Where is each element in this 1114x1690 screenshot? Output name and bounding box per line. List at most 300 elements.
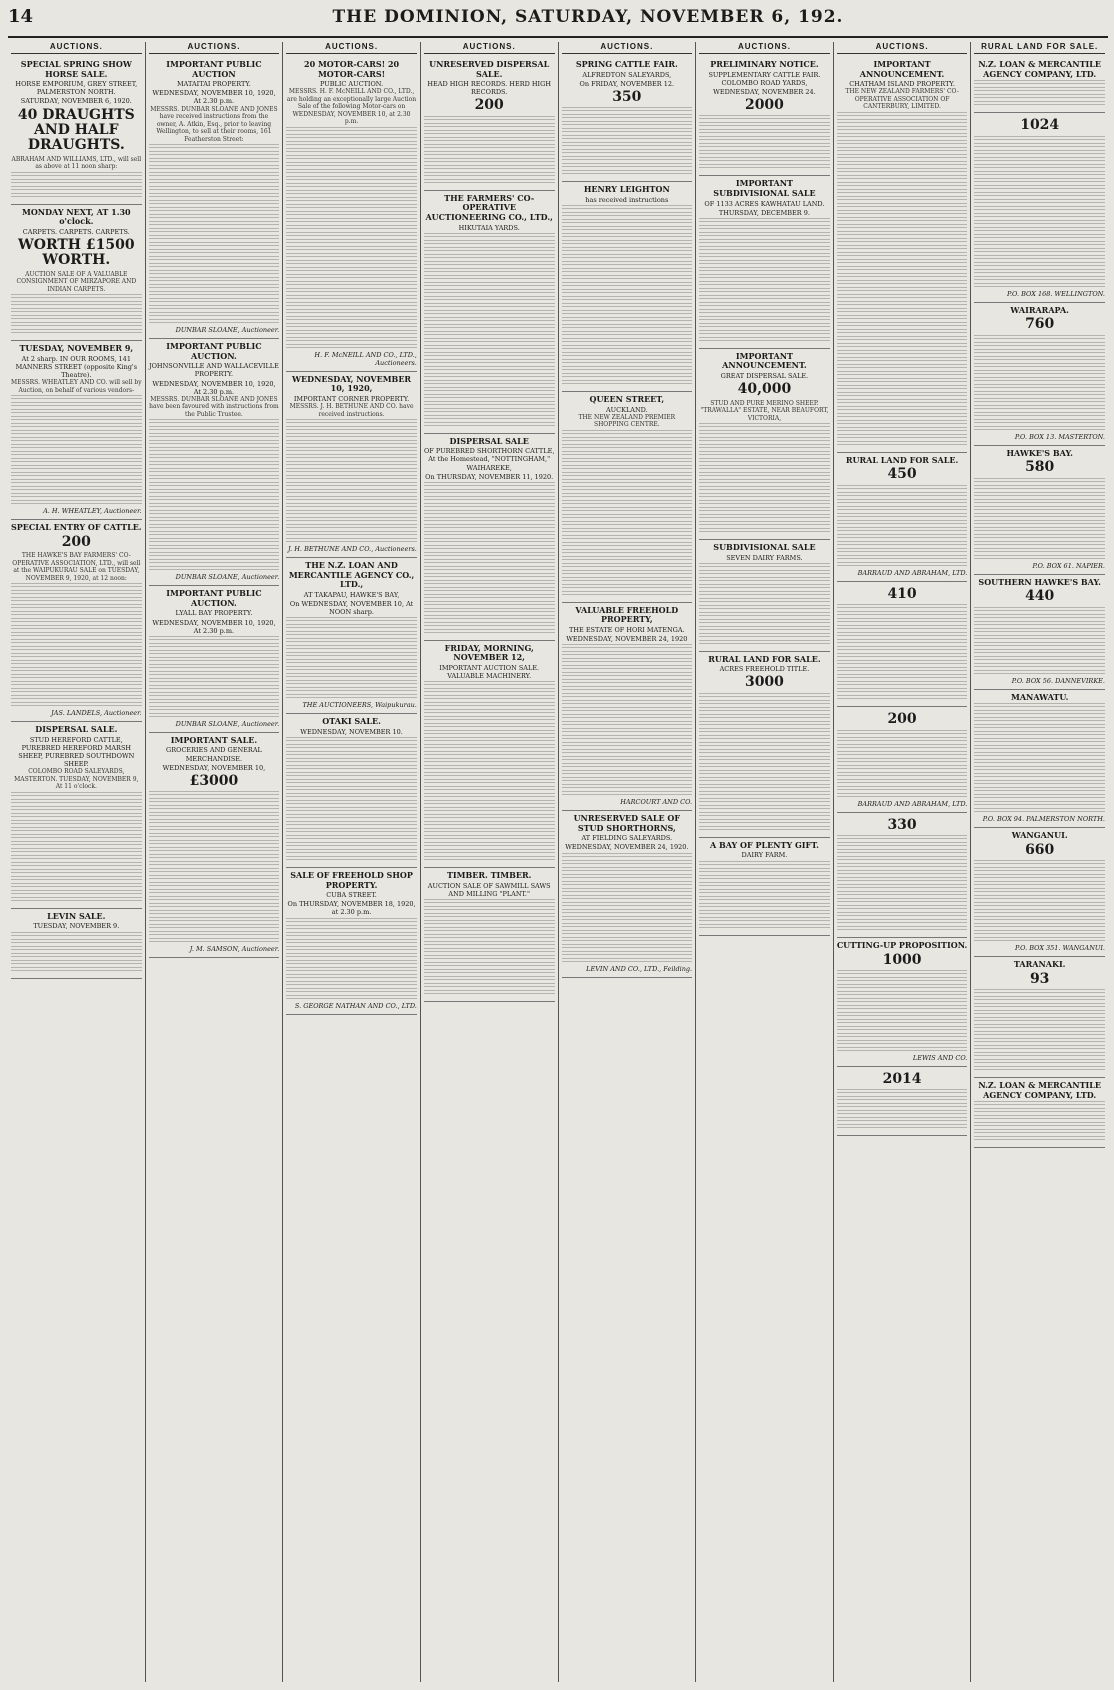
text-line xyxy=(562,584,693,590)
text-line xyxy=(837,238,968,244)
text-line xyxy=(699,493,830,499)
text-line xyxy=(149,228,280,234)
text-line xyxy=(562,303,693,309)
text-line xyxy=(837,315,968,321)
text-line xyxy=(974,780,1105,786)
text-line xyxy=(11,876,142,882)
text-line xyxy=(837,513,968,519)
ad-title: SPECIAL SPRING SHOW HORSE SALE. xyxy=(20,59,132,79)
ad-title: PRELIMINARY NOTICE. xyxy=(710,59,819,69)
text-line xyxy=(424,807,555,813)
text-line xyxy=(837,977,968,983)
text-line xyxy=(11,301,142,307)
ad-signature: P.O. BOX 168. WELLINGTON. xyxy=(1006,289,1105,298)
text-line xyxy=(974,1108,1105,1114)
text-line xyxy=(837,625,968,631)
text-line xyxy=(424,835,555,841)
ad-signature: BARRAUD AND ABRAHAM, LTD. xyxy=(857,799,968,808)
text-line xyxy=(562,658,693,664)
ad-title: TUESDAY, NOVEMBER 9, xyxy=(19,343,134,354)
text-line xyxy=(424,983,555,989)
text-line xyxy=(837,126,968,132)
text-line xyxy=(424,793,555,799)
text-line xyxy=(562,888,693,894)
text-line xyxy=(424,573,555,579)
text-line xyxy=(974,171,1105,177)
text-line xyxy=(974,185,1105,191)
text-line xyxy=(424,394,555,400)
text-line xyxy=(974,276,1105,282)
ad-date: THURSDAY, DECEMBER 9. xyxy=(718,208,810,217)
ad-title: RURAL LAND FOR SALE. xyxy=(845,454,959,465)
text-line xyxy=(424,408,555,414)
text-line xyxy=(286,988,417,994)
text-line xyxy=(424,737,555,743)
text-line xyxy=(149,270,280,276)
text-line xyxy=(424,702,555,708)
text-line xyxy=(837,905,968,911)
text-line xyxy=(699,889,830,895)
text-line xyxy=(562,219,693,225)
text-line xyxy=(149,854,280,860)
text-line xyxy=(286,758,417,764)
text-line xyxy=(837,217,968,223)
text-line xyxy=(11,409,142,415)
text-line xyxy=(974,1115,1105,1121)
advertisement xyxy=(974,57,1105,113)
text-line xyxy=(699,157,830,163)
text-line xyxy=(837,744,968,750)
text-line xyxy=(562,205,693,211)
advertisement xyxy=(699,57,830,176)
text-line xyxy=(149,840,280,846)
text-line xyxy=(562,937,693,943)
ad-date: SATURDAY, NOVEMBER 6, 1920. xyxy=(20,97,132,106)
text-line xyxy=(11,583,142,589)
text-line xyxy=(837,632,968,638)
text-line xyxy=(11,639,142,645)
text-line xyxy=(149,186,280,192)
text-line xyxy=(11,667,142,673)
text-line xyxy=(974,1031,1105,1037)
text-line xyxy=(837,984,968,990)
text-line xyxy=(562,514,693,520)
text-line xyxy=(562,500,693,506)
text-line xyxy=(11,841,142,847)
text-line xyxy=(562,486,693,492)
text-line xyxy=(11,646,142,652)
text-line xyxy=(11,890,142,896)
text-line xyxy=(974,541,1105,547)
text-line xyxy=(562,535,693,541)
text-line xyxy=(11,186,142,192)
ad-headline-figure: £3000 xyxy=(189,772,239,789)
text-line xyxy=(699,164,830,170)
ad-body-text: MESSRS. H. F. McNEILL AND CO., LTD., are holding an exceptionally large Auction Sale of the following Motor-cars on WEDNESDAY, NOVEMBER 10, at 2.30 p.m. xyxy=(286,88,417,126)
text-line xyxy=(974,363,1105,369)
text-line xyxy=(562,860,693,866)
advertisement xyxy=(286,57,417,372)
ad-headline-figure: 200 xyxy=(61,533,91,550)
text-line xyxy=(699,763,830,769)
text-line xyxy=(286,524,417,530)
text-line xyxy=(286,981,417,987)
text-line xyxy=(562,549,693,555)
text-line xyxy=(11,437,142,443)
text-line xyxy=(699,115,830,121)
text-line xyxy=(562,665,693,671)
text-line xyxy=(837,730,968,736)
text-line xyxy=(699,605,830,611)
text-line xyxy=(837,562,968,568)
text-line xyxy=(699,784,830,790)
text-line xyxy=(837,133,968,139)
text-line xyxy=(11,172,142,178)
text-line xyxy=(149,277,280,283)
text-line xyxy=(11,834,142,840)
ad-title: WAIRARAPA. xyxy=(1010,304,1069,315)
text-line xyxy=(974,555,1105,561)
text-line xyxy=(286,960,417,966)
text-line xyxy=(286,925,417,931)
ad-signature: DUNBAR SLOANE, Auctioneer. xyxy=(175,573,280,582)
ad-date: WEDNESDAY, NOVEMBER 10, 1920, At 2.30 p.m. xyxy=(152,379,276,396)
text-line xyxy=(699,150,830,156)
text-line xyxy=(974,164,1105,170)
text-line xyxy=(286,496,417,502)
text-line xyxy=(562,444,693,450)
ad-headline-figure: 200 xyxy=(887,711,917,728)
ad-headline-figure: 330 xyxy=(887,816,917,833)
text-line xyxy=(424,338,555,344)
text-line xyxy=(11,855,142,861)
masthead xyxy=(8,6,1108,38)
advertisement xyxy=(974,113,1105,302)
text-line xyxy=(974,405,1105,411)
text-line xyxy=(837,492,968,498)
text-line xyxy=(149,165,280,171)
text-line xyxy=(837,618,968,624)
ad-headline-figure: 580 xyxy=(1025,459,1055,476)
advertisement xyxy=(286,868,417,1015)
text-line xyxy=(424,920,555,926)
text-line xyxy=(424,849,555,855)
ad-subtitle: CHATHAM ISLAND PROPERTY. xyxy=(849,80,955,89)
text-line xyxy=(562,324,693,330)
text-line xyxy=(149,861,280,867)
ad-title: IMPORTANT ANNOUNCEMENT. xyxy=(722,350,807,371)
text-line xyxy=(837,506,968,512)
text-line xyxy=(974,1003,1105,1009)
text-line xyxy=(286,617,417,623)
text-line xyxy=(424,422,555,428)
text-line xyxy=(424,268,555,274)
text-line xyxy=(562,163,693,169)
text-line xyxy=(149,531,280,537)
text-line xyxy=(699,735,830,741)
text-line xyxy=(837,175,968,181)
text-line xyxy=(424,990,555,996)
ad-title: THE FARMERS' CO-OPERATIVE AUCTIONEERING CO., LTD., xyxy=(425,192,553,223)
ad-signature: H. F. McNEILL AND CO., LTD., Auctioneers. xyxy=(314,350,417,367)
text-line xyxy=(149,650,280,656)
text-line xyxy=(699,274,830,280)
ad-title: HAWKE'S BAY. xyxy=(1006,447,1073,458)
text-line xyxy=(974,628,1105,634)
ad-signature: JAS. LANDELS, Auctioneer. xyxy=(51,709,142,718)
ad-headline-figure: WORTH £1500 WORTH. xyxy=(18,237,135,269)
text-line xyxy=(286,779,417,785)
text-line xyxy=(974,349,1105,355)
text-line xyxy=(11,632,142,638)
ad-date: WEDNESDAY, NOVEMBER 10, 1920, At 2.30 p.m. xyxy=(152,618,276,635)
text-line xyxy=(974,101,1105,107)
text-line xyxy=(424,151,555,157)
text-line xyxy=(286,274,417,280)
advertisement xyxy=(424,434,555,641)
text-line xyxy=(562,591,693,597)
text-line xyxy=(149,291,280,297)
text-line xyxy=(286,330,417,336)
text-line xyxy=(562,170,693,176)
text-line xyxy=(11,681,142,687)
ad-headline-figure: 93 xyxy=(1029,970,1050,987)
ad-date: On THURSDAY, NOVEMBER 18, 1920, at 2.30 p.m. xyxy=(287,900,416,917)
text-line xyxy=(149,298,280,304)
text-line xyxy=(974,663,1105,669)
text-line xyxy=(837,772,968,778)
text-line xyxy=(699,430,830,436)
text-line xyxy=(699,612,830,618)
text-line xyxy=(837,548,968,554)
text-line xyxy=(974,150,1105,156)
ad-subtitle: OF 1133 ACRES KAWHATAU LAND. xyxy=(704,199,825,208)
text-line xyxy=(837,541,968,547)
text-line xyxy=(699,330,830,336)
text-line xyxy=(974,527,1105,533)
ad-title: IMPORTANT ANNOUNCEMENT. xyxy=(859,59,945,79)
text-line xyxy=(11,660,142,666)
text-line xyxy=(562,458,693,464)
text-line xyxy=(149,144,280,150)
ad-date: WEDNESDAY, NOVEMBER 10, 1920, At 2.30 p.m. xyxy=(152,89,276,106)
text-line xyxy=(974,199,1105,205)
ad-signature: DUNBAR SLOANE, Auctioneer. xyxy=(175,719,280,728)
text-line xyxy=(974,206,1105,212)
text-line xyxy=(424,580,555,586)
text-line xyxy=(837,231,968,237)
text-line xyxy=(837,343,968,349)
advertisement xyxy=(837,813,968,938)
text-line xyxy=(424,566,555,572)
text-line xyxy=(974,234,1105,240)
text-line xyxy=(286,967,417,973)
ad-signature: P.O. BOX 56. DANNEVIRKE. xyxy=(1011,676,1105,685)
text-line xyxy=(11,939,142,945)
text-line xyxy=(424,629,555,635)
advertisement xyxy=(837,707,968,812)
text-line xyxy=(562,331,693,337)
advertisement xyxy=(562,811,693,977)
text-line xyxy=(562,465,693,471)
column-5 xyxy=(559,42,697,1682)
text-line xyxy=(11,604,142,610)
text-line xyxy=(11,611,142,617)
text-line xyxy=(562,380,693,386)
text-line xyxy=(149,636,280,642)
text-line xyxy=(699,875,830,881)
text-line xyxy=(974,923,1105,929)
text-line xyxy=(424,380,555,386)
text-line xyxy=(11,590,142,596)
ad-headline-figure: 440 xyxy=(1025,588,1055,605)
ad-headline-figure: 410 xyxy=(887,585,917,602)
text-line xyxy=(286,162,417,168)
text-line xyxy=(974,485,1105,491)
advertisement xyxy=(974,690,1105,829)
text-line xyxy=(149,826,280,832)
text-line xyxy=(837,970,968,976)
text-line xyxy=(837,1117,968,1123)
text-line xyxy=(974,996,1105,1002)
ad-signature: P.O. BOX 94. PALMERSTON NORTH. xyxy=(982,815,1105,824)
text-line xyxy=(562,310,693,316)
text-line xyxy=(424,144,555,150)
text-line xyxy=(424,856,555,862)
ad-signature: P.O. BOX 351. WANGANUI. xyxy=(1015,944,1105,953)
text-line xyxy=(837,926,968,932)
text-line xyxy=(424,289,555,295)
ad-title: UNRESERVED DISPERSAL SALE. xyxy=(429,59,550,79)
text-line xyxy=(699,882,830,888)
ad-headline-figure: 660 xyxy=(1025,841,1055,858)
text-line xyxy=(424,723,555,729)
text-line xyxy=(837,884,968,890)
text-line xyxy=(424,359,555,365)
text-line xyxy=(837,434,968,440)
text-line xyxy=(699,295,830,301)
text-line xyxy=(286,134,417,140)
text-line xyxy=(974,1129,1105,1135)
text-line xyxy=(974,178,1105,184)
column-6 xyxy=(696,42,834,1682)
text-line xyxy=(699,218,830,224)
text-line xyxy=(562,366,693,372)
text-line xyxy=(837,751,968,757)
text-line xyxy=(974,1059,1105,1065)
advertisement xyxy=(837,453,968,582)
advertisement xyxy=(699,540,830,652)
text-line xyxy=(286,260,417,266)
text-line xyxy=(149,426,280,432)
text-line xyxy=(286,461,417,467)
text-line xyxy=(699,316,830,322)
text-line xyxy=(699,707,830,713)
text-line xyxy=(562,142,693,148)
text-line xyxy=(837,392,968,398)
ad-body-text: MESSRS. DUNBAR SLOANE AND JONES have received instructions from the owner, A. Atkin, Esq., prior to leaving Wellington, to sell at their rooms, 161 Featherston Street: xyxy=(150,105,278,143)
text-line xyxy=(286,772,417,778)
text-line xyxy=(11,308,142,314)
text-line xyxy=(837,322,968,328)
text-line xyxy=(11,932,142,938)
text-line xyxy=(424,524,555,530)
text-line xyxy=(699,819,830,825)
text-line xyxy=(286,995,417,1001)
page-number: 14 xyxy=(8,6,34,27)
text-line xyxy=(286,807,417,813)
advertisement xyxy=(424,641,555,868)
text-line xyxy=(424,976,555,982)
ad-subtitle: TUESDAY, NOVEMBER 9. xyxy=(33,922,120,931)
text-line xyxy=(699,465,830,471)
ad-title: RURAL LAND FOR SALE. xyxy=(708,653,821,664)
text-line xyxy=(424,608,555,614)
text-line xyxy=(286,814,417,820)
text-line xyxy=(11,294,142,300)
text-line xyxy=(149,812,280,818)
advertisement xyxy=(149,57,280,339)
text-line xyxy=(699,917,830,923)
text-line xyxy=(699,323,830,329)
text-line xyxy=(286,148,417,154)
text-line xyxy=(149,503,280,509)
text-line xyxy=(149,938,280,944)
text-line xyxy=(562,749,693,755)
advertisement xyxy=(974,957,1105,1078)
text-line xyxy=(286,680,417,686)
text-line xyxy=(837,287,968,293)
text-line xyxy=(699,714,830,720)
text-line xyxy=(286,218,417,224)
text-line xyxy=(562,233,693,239)
text-line xyxy=(286,673,417,679)
ad-title: LEVIN SALE. xyxy=(47,910,106,921)
text-line xyxy=(699,896,830,902)
advertisement xyxy=(286,714,417,868)
text-line xyxy=(974,220,1105,226)
text-line xyxy=(974,916,1105,922)
text-line xyxy=(974,384,1105,390)
text-line xyxy=(974,902,1105,908)
text-line xyxy=(286,517,417,523)
text-line xyxy=(974,1066,1105,1072)
text-line xyxy=(11,430,142,436)
ad-subtitle: SEVEN DAIRY FARMS. xyxy=(726,553,803,562)
text-line xyxy=(286,932,417,938)
column-heading: AUCTIONS. xyxy=(149,42,280,54)
ad-signature: J. M. SAMSON, Auctioneer. xyxy=(189,945,280,954)
text-line xyxy=(562,261,693,267)
ad-subtitle: THE ESTATE OF HORI MATENGA. xyxy=(569,625,685,634)
text-line xyxy=(286,482,417,488)
text-line xyxy=(424,331,555,337)
text-line xyxy=(974,738,1105,744)
ad-subtitle: CUBA STREET. xyxy=(326,891,377,900)
text-line xyxy=(149,447,280,453)
text-line xyxy=(562,437,693,443)
text-line xyxy=(699,826,830,832)
text-line xyxy=(974,534,1105,540)
ad-title: IMPORTANT PUBLIC AUCTION. xyxy=(166,341,262,361)
text-line xyxy=(11,946,142,952)
text-line xyxy=(562,686,693,692)
ad-title: WEDNESDAY, NOVEMBER 10, 1920, xyxy=(292,373,412,394)
text-line xyxy=(424,261,555,267)
text-line xyxy=(974,143,1105,149)
text-line xyxy=(837,1033,968,1039)
ad-body-text: COLOMBO ROAD SALEYARDS, MASTERTON. TUESDAY, NOVEMBER 9, At 11 o'clock. xyxy=(14,768,139,791)
